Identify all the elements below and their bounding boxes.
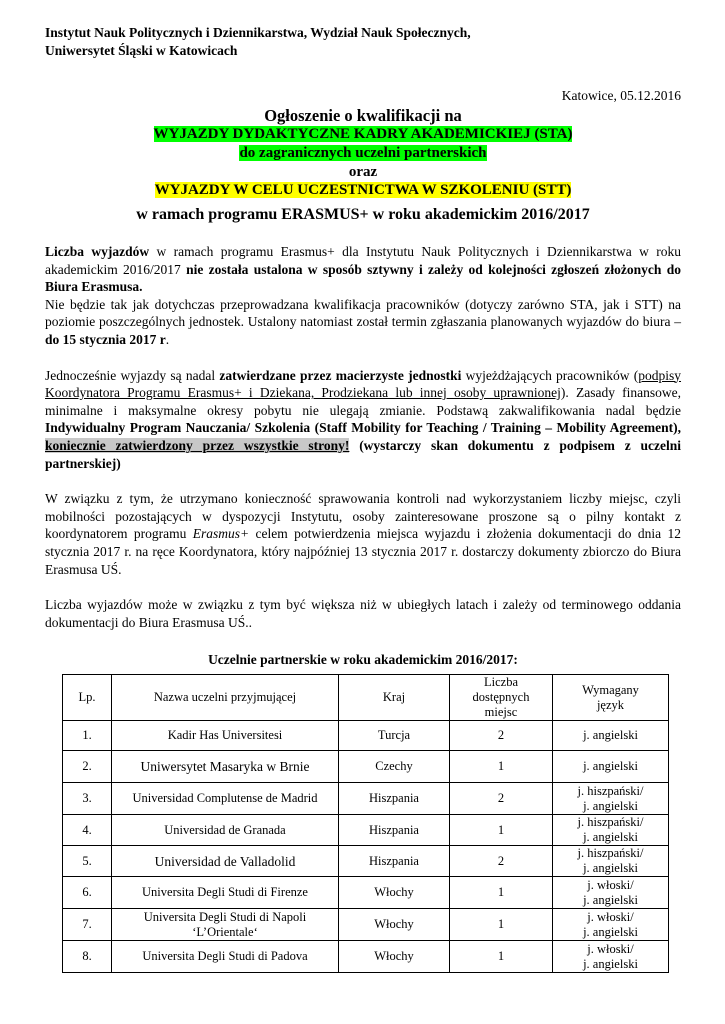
p2-text1: Jednocześnie wyjazdy są nadal — [45, 367, 220, 383]
cell-name-line2: ‘L’Orientale‘ — [192, 924, 258, 939]
p3-erasmus: Erasmus+ — [192, 526, 250, 542]
p2-highlight: koniecznie zatwierdzony przez wszystkie strony! — [45, 437, 350, 453]
cell-name-line1: Kadir Has Universitesi — [167, 728, 283, 743]
header-lang-l1: Wymagany — [582, 682, 639, 697]
cell-name — [112, 721, 339, 751]
cell-places-text: 1 — [497, 822, 505, 837]
cell-places-text: 2 — [497, 728, 505, 743]
cell-lp-text: 4. — [82, 822, 92, 837]
cell-lp-text: 8. — [82, 949, 92, 964]
header-lang-l2: język — [596, 697, 625, 712]
cell-country-text: Turcja — [377, 728, 411, 743]
table-row — [63, 877, 669, 909]
table-row — [63, 909, 669, 941]
p2-text3: ). Zasady finansowe, minimalne i maksymalne okresy pobytu nie ulegają zmianie. Podstawą zakwalifikowania nadal będzie — [45, 385, 681, 418]
oraz-label: oraz — [348, 164, 378, 180]
table-row — [63, 941, 669, 973]
p2-bold3: (wystarczy skan dokumentu z podpisem z uczelni partnerskiej) — [45, 437, 681, 471]
cell-language — [553, 877, 669, 909]
cell-language — [553, 751, 669, 783]
paragraph-number — [45, 596, 681, 631]
cell-language — [553, 941, 669, 973]
cell-lang-line1: j. hiszpański/ — [577, 846, 644, 861]
paragraph-approval — [45, 367, 681, 473]
cell-lp-text: 3. — [82, 791, 92, 806]
cell-name-line1: Universita Degli Studi di Napoli — [143, 909, 307, 924]
cell-name-line1: Universidad Complutense de Madrid — [132, 791, 318, 806]
cell-country — [339, 877, 450, 909]
p2-bold2: Indywidualny Program Nauczania/ Szkolenia (Staff Mobility for Teaching / Training – Mobility Agreement), — [45, 420, 681, 436]
table-body — [63, 721, 669, 973]
sta-title-line1: WYJAZDY DYDAKTYCZNE KADRY AKADEMICKIEJ (STA) — [153, 126, 573, 142]
p1-text3: . — [165, 331, 170, 347]
cell-country-text: Hiszpania — [369, 791, 419, 806]
cell-country — [339, 751, 450, 783]
cell-country-text: Czechy — [375, 759, 413, 774]
cell-places-text: 1 — [497, 949, 505, 964]
cell-lang-line1: j. włoski/ — [587, 909, 634, 924]
header-places-l1: Liczba — [483, 675, 518, 690]
cell-lang-line2: j. angielski — [583, 830, 638, 845]
cell-country — [339, 721, 450, 751]
institution-header — [45, 24, 681, 60]
p1-text2: Nie będzie tak jak dotychczas przeprowadzana kwalifikacja pracowników (dotyczy zarówno STA, jak i STT) na poziomie poszczególnych jednostek. Ustalony natomiast został termin zgłaszania planowanych wyjazdów do biura – — [45, 296, 681, 330]
cell-lang-line1: j. włoski/ — [587, 877, 634, 892]
table-caption: Uczelnie partnerskie w roku akademickim 2016/2017: — [208, 652, 518, 668]
cell-lp — [63, 815, 112, 846]
cell-places — [450, 846, 553, 877]
cell-lp — [63, 909, 112, 941]
cell-lp — [63, 846, 112, 877]
cell-country — [339, 909, 450, 941]
cell-name — [112, 909, 339, 941]
p4-text1: Liczba wyjazdów może w związku z tym być większa niż w ubiegłych latach i zależy od terminowego oddania dokumentacji do Biura Erasmusa UŚ.. — [45, 597, 681, 630]
cell-country — [339, 783, 450, 815]
sta-title-line2: do zagranicznych uczelni partnerskich — [239, 145, 487, 161]
cell-lp — [63, 941, 112, 973]
table-header-row — [63, 675, 669, 721]
cell-places — [450, 909, 553, 941]
table-row — [63, 783, 669, 815]
p1-bold2: nie została ustalona w sposób sztywny i zależy od kolejności zgłoszeń złożonych do Biura Erasmusa. — [45, 261, 681, 295]
p1-bold1: Liczba wyjazdów — [45, 244, 150, 259]
document-page — [45, 24, 681, 973]
cell-name — [112, 815, 339, 846]
cell-name — [112, 941, 339, 973]
cell-name — [112, 877, 339, 909]
cell-lp — [63, 783, 112, 815]
header-language — [553, 675, 669, 721]
p1-deadline: do 15 stycznia 2017 r — [45, 331, 166, 347]
cell-places — [450, 783, 553, 815]
cell-name-line1: Universidad de Valladolid — [154, 853, 296, 869]
cell-places — [450, 941, 553, 973]
p2-signatures: podpisy Koordynatora Programu Erasmus+ i Dziekana, Prodziekana lub innej osoby uprawnionej — [45, 367, 682, 401]
cell-language — [553, 783, 669, 815]
cell-country-text: Włochy — [374, 885, 414, 900]
institution-line1: Instytut Nauk Politycznych i Dziennikarstwa, Wydział Nauk Społecznych, — [45, 25, 471, 40]
p2-bold1: zatwierdzane przez macierzyste jednostki — [219, 367, 462, 383]
cell-lang-line2: j. angielski — [583, 924, 638, 939]
cell-places-text: 1 — [497, 885, 505, 900]
cell-country — [339, 941, 450, 973]
cell-name — [112, 783, 339, 815]
cell-country — [339, 846, 450, 877]
cell-lp — [63, 751, 112, 783]
cell-lang-line2: j. angielski — [583, 861, 638, 876]
cell-name-line1: Uniwersytet Masaryka w Brnie — [140, 759, 310, 775]
cell-lp-text: 7. — [82, 917, 92, 932]
table-row — [63, 815, 669, 846]
cell-lang-line1: j. angielski — [583, 759, 638, 774]
cell-lp-text: 5. — [82, 853, 92, 868]
cell-places — [450, 751, 553, 783]
cell-places-text: 2 — [497, 791, 505, 806]
cell-name-line1: Universita Degli Studi di Firenze — [142, 885, 308, 900]
table-row — [63, 846, 669, 877]
cell-language — [553, 846, 669, 877]
p1-text1: w ramach programu Erasmus+ dla Instytutu Nauk Politycznych i Dziennikarstwa w roku akademickim 2016/2017 — [45, 244, 682, 277]
erasmus-subtitle: w ramach programu ERASMUS+ w roku akademickim 2016/2017 — [136, 206, 590, 223]
stt-title: WYJAZDY W CELU UCZESTNICTWA W SZKOLENIU (STT) — [154, 182, 572, 198]
cell-places-text: 1 — [497, 917, 505, 932]
cell-language — [553, 815, 669, 846]
cell-lang-line1: j. hiszpański/ — [577, 815, 644, 830]
paragraph-departures — [45, 243, 681, 349]
cell-country-text: Hiszpania — [369, 822, 419, 837]
cell-country-text: Włochy — [374, 917, 414, 932]
cell-language — [553, 721, 669, 751]
header-places-l3: miejsc — [484, 705, 518, 720]
cell-lp — [63, 877, 112, 909]
partner-universities-table — [62, 674, 669, 973]
cell-places — [450, 815, 553, 846]
header-country: Kraj — [339, 675, 450, 721]
cell-name-line1: Universita Degli Studi di Padova — [142, 949, 308, 964]
cell-lp-text: 6. — [82, 885, 92, 900]
p2-text2: wyjeżdżających pracowników ( — [461, 367, 639, 383]
cell-lp — [63, 721, 112, 751]
cell-name — [112, 846, 339, 877]
cell-lp-text: 2. — [82, 759, 92, 774]
cell-lang-line2: j. angielski — [583, 956, 638, 971]
cell-lang-line2: j. angielski — [583, 798, 638, 813]
cell-places — [450, 877, 553, 909]
header-places-l2: dostępnych — [472, 690, 530, 705]
cell-country-text: Włochy — [374, 949, 414, 964]
cell-name-line1: Universidad de Granada — [164, 822, 286, 837]
cell-country-text: Hiszpania — [369, 853, 419, 868]
cell-country — [339, 815, 450, 846]
document-date: Katowice, 05.12.2016 — [561, 88, 681, 103]
title-block — [45, 106, 681, 225]
cell-language — [553, 909, 669, 941]
cell-places-text: 1 — [497, 759, 505, 774]
cell-places — [450, 721, 553, 751]
cell-lang-line2: j. angielski — [583, 892, 638, 907]
header-name: Nazwa uczelni przyjmującej — [112, 675, 339, 721]
header-lp: Lp. — [63, 675, 112, 721]
cell-lang-line1: j. angielski — [583, 728, 638, 743]
cell-lp-text: 1. — [82, 728, 92, 743]
header-places — [450, 675, 553, 721]
institution-line2: Uniwersytet Śląski w Katowicach — [45, 43, 238, 58]
p3-text1: W związku z tym, że utrzymano konieczność sprawowania kontroli nad wykorzystaniem liczby miejsc, czyli mobilności pozostających w dyspozycji Instytutu, osoby zainteresowane proszone są o pilny kontakt z koordynatorem programu — [45, 491, 681, 542]
table-row — [63, 751, 669, 783]
cell-lang-line1: j. hiszpański/ — [577, 783, 644, 798]
paragraph-contact — [45, 490, 681, 578]
cell-name — [112, 751, 339, 783]
table-row — [63, 721, 669, 751]
cell-lang-line1: j. włoski/ — [587, 941, 634, 956]
announcement-title: Ogłoszenie o kwalifikacji na — [264, 106, 462, 125]
cell-places-text: 2 — [497, 853, 505, 868]
p3-text2: celem potwierdzenia miejsca wyjazdu i złożenia dokumentacji do dnia 12 stycznia 2017 r. na ręce Koordynatora, który najpóźniej 13 stycznia 2017 r. dostarczy dokumenty zbiorczo do Biura Erasmusa UŚ. — [45, 526, 681, 577]
